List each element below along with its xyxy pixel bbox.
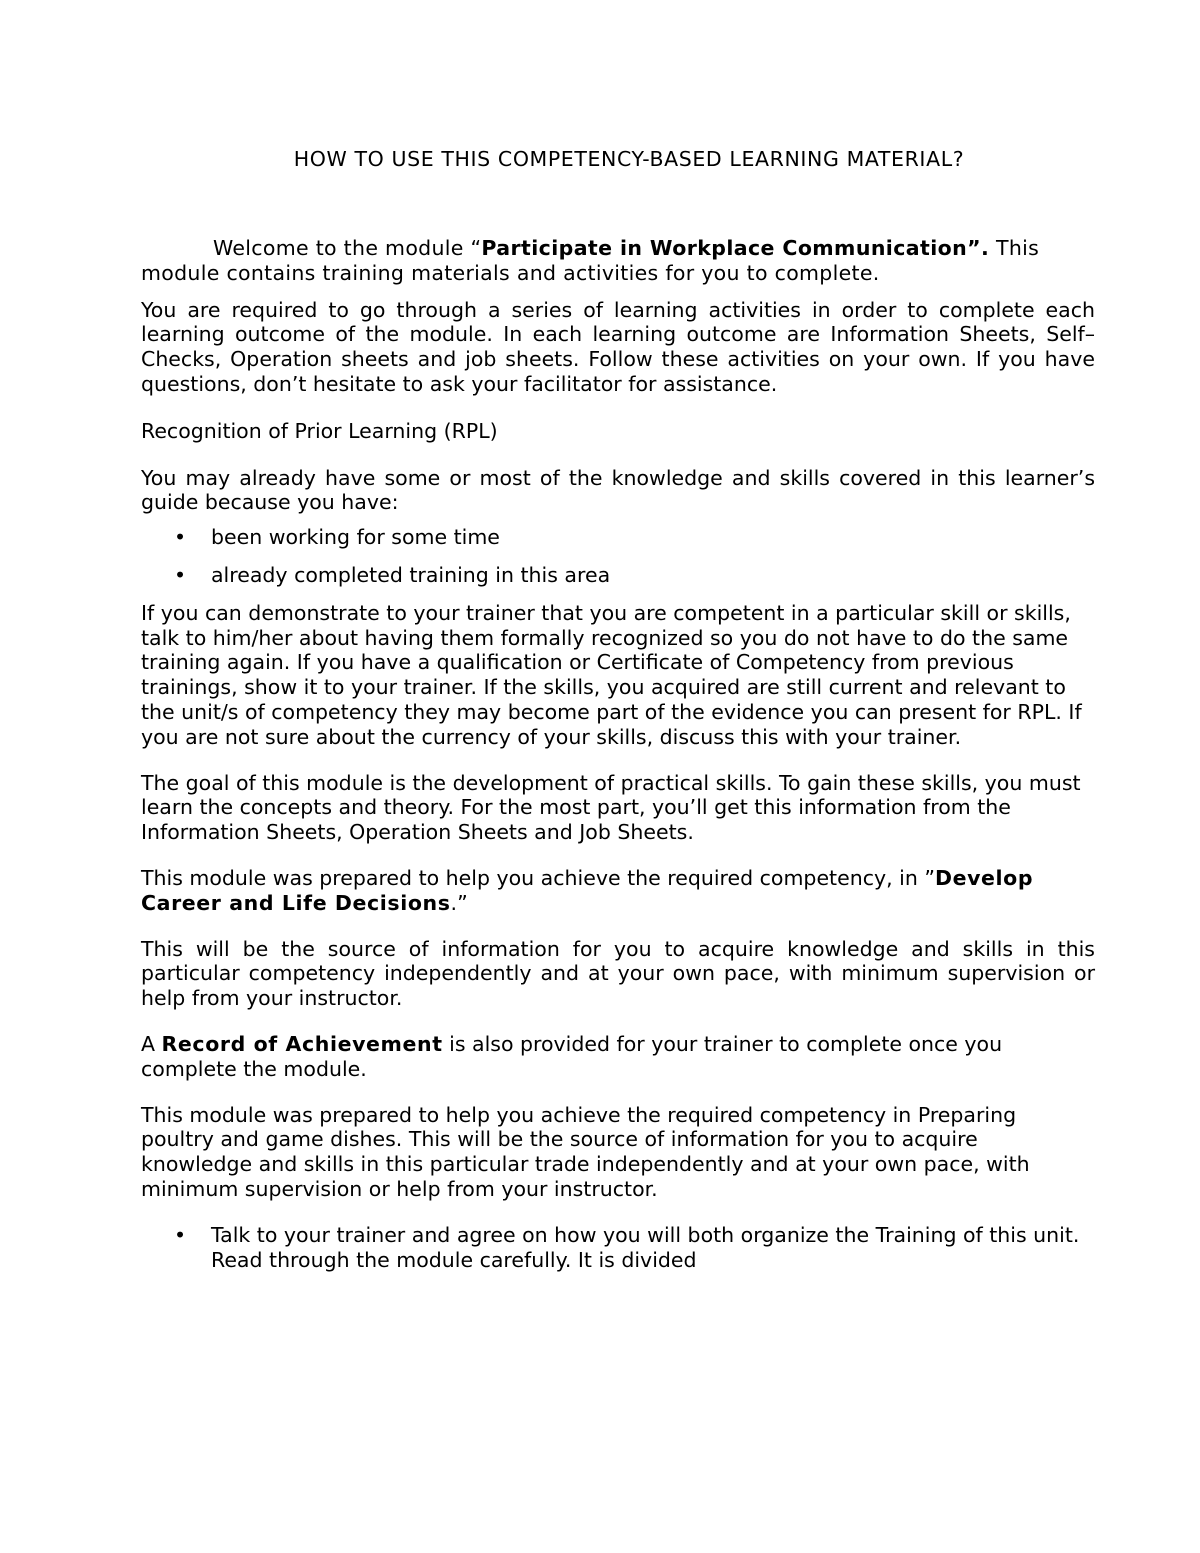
source-paragraph: This will be the source of information for you to acquire knowledge and skills in this particular competency independently and at your own pace, with minimum supervision or help from your instructor. — [141, 936, 1095, 1011]
welcome-suffix: This module contains training materials and activities for you to complete. — [141, 236, 1040, 285]
final-bullet-list — [141, 1223, 1095, 1273]
record-suffix: is also provided for your trainer to complete once you complete the module. — [141, 1031, 1003, 1081]
record-term: Record of Achievement — [161, 1031, 443, 1056]
list-item-text: already completed training in this area — [211, 562, 611, 587]
bullet-icon: • — [174, 525, 187, 550]
competency-name: Develop Career and Life Decisions — [141, 865, 1034, 915]
record-paragraph — [141, 1032, 1095, 1082]
rpl-bullet-list — [141, 525, 1095, 588]
list-item-text: been working for some time — [211, 525, 500, 550]
goal-paragraph: The goal of this module is the development of practical skills. To gain these skills, you must learn the concepts and theory. For the most part, you’ll get this information from the Information Sheets, Operation Sheets and Job Sheets. — [141, 770, 1081, 845]
document-title: HOW TO USE THIS COMPETENCY-BASED LEARNING MATERIAL? — [293, 147, 965, 171]
rpl-intro-paragraph: You may already have some or most of the knowledge and skills covered in this learner’s guide because you have: — [141, 465, 1095, 515]
list-item — [141, 1223, 1095, 1273]
welcome-paragraph — [141, 236, 1095, 286]
bullet-icon: • — [174, 1222, 187, 1247]
record-prefix: A — [141, 1031, 162, 1056]
module-name: Participate in Workplace Communication”. — [481, 236, 990, 260]
welcome-prefix: Welcome to the module “ — [213, 236, 482, 260]
rpl-heading: Recognition of Prior Learning (RPL) — [141, 418, 498, 443]
list-item — [141, 563, 1095, 588]
prepared-suffix: .” — [450, 890, 468, 915]
activities-paragraph: You are required to go through a series of learning activities in order to complete each learning outcome of the module. In each learning outcome are Information Sheets, Self–Checks, Operation sheets and job sheets. Follow these activities on your own. If you have questions, don’t hesitate to ask your facilitator for assistance. — [141, 297, 1095, 396]
bullet-icon: • — [174, 562, 187, 587]
list-item-text: Talk to your trainer and agree on how you will both organize the Training of this unit. Read through the module carefully. It is divided — [211, 1222, 1080, 1272]
poultry-paragraph: This module was prepared to help you achieve the required competency in Preparing poultry and game dishes. This will be the source of information for you to acquire knowledge and skills in this particular trade independently and at your own pace, with minimum supervision or help from your instructor. — [141, 1102, 1030, 1201]
list-item — [141, 525, 1095, 550]
prepared-paragraph — [141, 866, 1095, 916]
document-page — [141, 140, 1095, 1285]
rpl-detail-paragraph: If you can demonstrate to your trainer that you are competent in a particular skill or skills, talk to him/her about having them formally recognized so you do not have to do the same training again. If you have a qualification or Certificate of Competency from previous trainings, show it to your trainer. If the skills, you acquired are still current and relevant to the unit/s of competency they may become part of the evidence you can present for RPL. If you are not sure about the currency of your skills, discuss this with your trainer. — [141, 600, 1082, 749]
prepared-prefix: This module was prepared to help you achieve the required competency, in ” — [141, 865, 935, 890]
